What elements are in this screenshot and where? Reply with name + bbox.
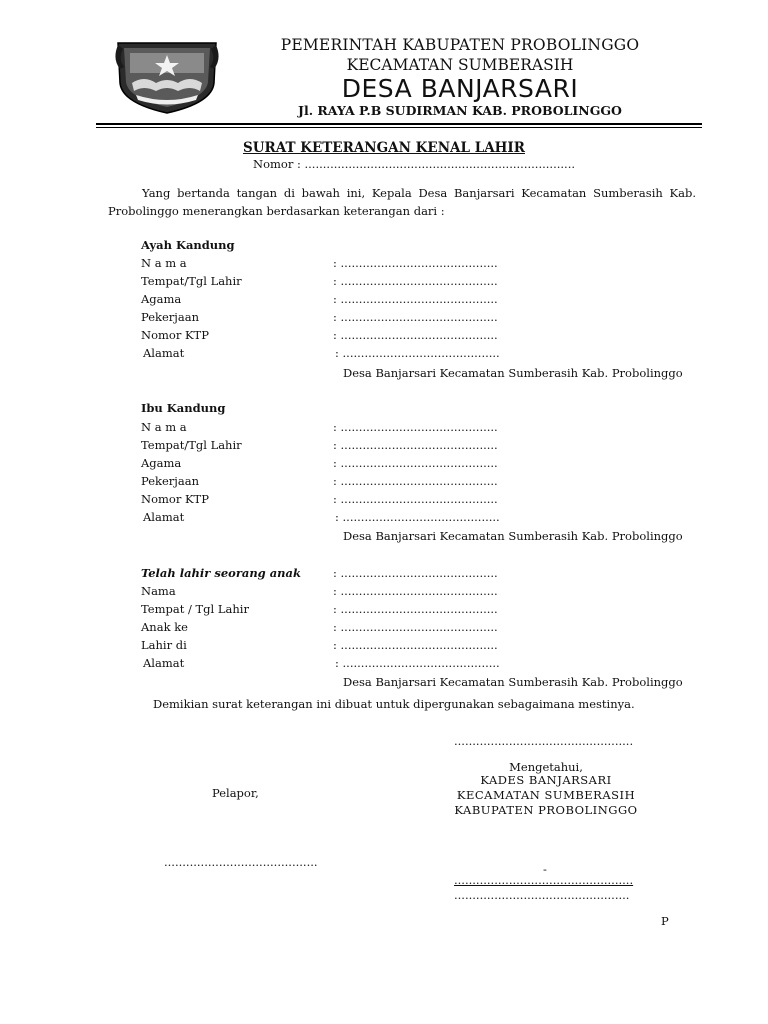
field-blank: : ........................................... <box>333 292 498 306</box>
field-blank: : ........................................... <box>333 456 498 470</box>
acknowledged-label: Mengetahui, <box>509 760 583 774</box>
field-label: Pekerjaan <box>141 310 199 324</box>
closing-statement: Demikian surat keterangan ini dibuat untuk dipergunakan sebagaimana mestinya. <box>153 697 635 711</box>
field-label: Pekerjaan <box>141 474 199 488</box>
village-head-signature-line: ................................................. <box>454 873 634 887</box>
field-blank: : ........................................... <box>333 256 498 270</box>
header-district-line: KECAMATAN SUMBERASIH <box>346 56 574 74</box>
district-title: KECAMATAN SUMBERASIH <box>456 788 636 802</box>
page-mark: P <box>661 914 669 928</box>
document-title: SURAT KETERANGAN KENAL LAHIR <box>243 140 525 156</box>
dash-mark: - <box>543 862 547 876</box>
field-label: Alamat <box>143 510 185 524</box>
document-number: Nomor : .......................................................................... <box>253 157 576 171</box>
regency-emblem-logo <box>114 39 220 115</box>
field-blank: : ........................................... <box>333 310 498 324</box>
header-village-name: DESA BANJARSARI <box>341 74 579 103</box>
field-blank: : ........................................... <box>335 656 500 670</box>
field-blank: : ........................................... <box>333 492 498 506</box>
village-head-title: KADES BANJARSARI <box>480 773 612 787</box>
date-line: ................................................. <box>454 734 634 748</box>
field-blank: : ........................................... <box>333 620 498 634</box>
field-blank: : ........................................... <box>333 420 498 434</box>
id-number-line: ................................................ <box>454 888 630 902</box>
reporter-label: Pelapor, <box>212 786 259 800</box>
field-label: Alamat <box>143 656 185 670</box>
field-label: Nomor KTP <box>141 492 209 506</box>
header-address: Jl. RAYA P.B SUDIRMAN KAB. PROBOLINGGO <box>298 103 622 118</box>
field-label: Tempat/Tgl Lahir <box>141 438 242 452</box>
address-suffix: Desa Banjarsari Kecamatan Sumberasih Kab. Probolinggo <box>343 366 683 380</box>
field-blank: : ........................................... <box>333 638 498 652</box>
section-heading-father: Ayah Kandung <box>141 238 235 252</box>
field-blank: : ........................................... <box>333 328 498 342</box>
section-heading-mother: Ibu Kandung <box>141 401 226 415</box>
field-label: Agama <box>141 292 182 306</box>
field-label: Nomor KTP <box>141 328 209 342</box>
field-label: N a m a <box>141 420 187 434</box>
field-blank: : ........................................... <box>333 566 498 580</box>
field-label: Alamat <box>143 346 185 360</box>
field-blank: : ........................................... <box>333 274 498 288</box>
field-blank: : ........................................... <box>333 584 498 598</box>
header-divider-thick <box>96 123 702 125</box>
field-blank: : ........................................... <box>333 474 498 488</box>
field-label: Lahir di <box>141 638 187 652</box>
field-label: Tempat / Tgl Lahir <box>141 602 249 616</box>
address-suffix: Desa Banjarsari Kecamatan Sumberasih Kab. Probolinggo <box>343 675 683 689</box>
field-label: N a m a <box>141 256 187 270</box>
field-blank: : ........................................... <box>335 510 500 524</box>
field-blank: : ........................................... <box>335 346 500 360</box>
section-heading-child: Telah lahir seorang anak <box>141 566 301 580</box>
field-label: Nama <box>141 584 176 598</box>
intro-paragraph: Yang bertanda tangan di bawah ini, Kepala Desa Banjarsari Kecamatan Sumberasih Kab. Probolinggo menerangkan berdasarkan keterangan dari : <box>108 186 696 218</box>
header-government-line: PEMERINTAH KABUPATEN PROBOLINGGO <box>280 36 640 54</box>
field-blank: : ........................................... <box>333 602 498 616</box>
header-divider-thin <box>96 127 702 128</box>
field-blank: : ........................................... <box>333 438 498 452</box>
reporter-signature-line: .......................................... <box>164 855 318 869</box>
address-suffix: Desa Banjarsari Kecamatan Sumberasih Kab. Probolinggo <box>343 529 683 543</box>
regency-title: KABUPATEN PROBOLINGGO <box>454 803 638 817</box>
field-label: Tempat/Tgl Lahir <box>141 274 242 288</box>
field-label: Anak ke <box>141 620 188 634</box>
field-label: Agama <box>141 456 182 470</box>
